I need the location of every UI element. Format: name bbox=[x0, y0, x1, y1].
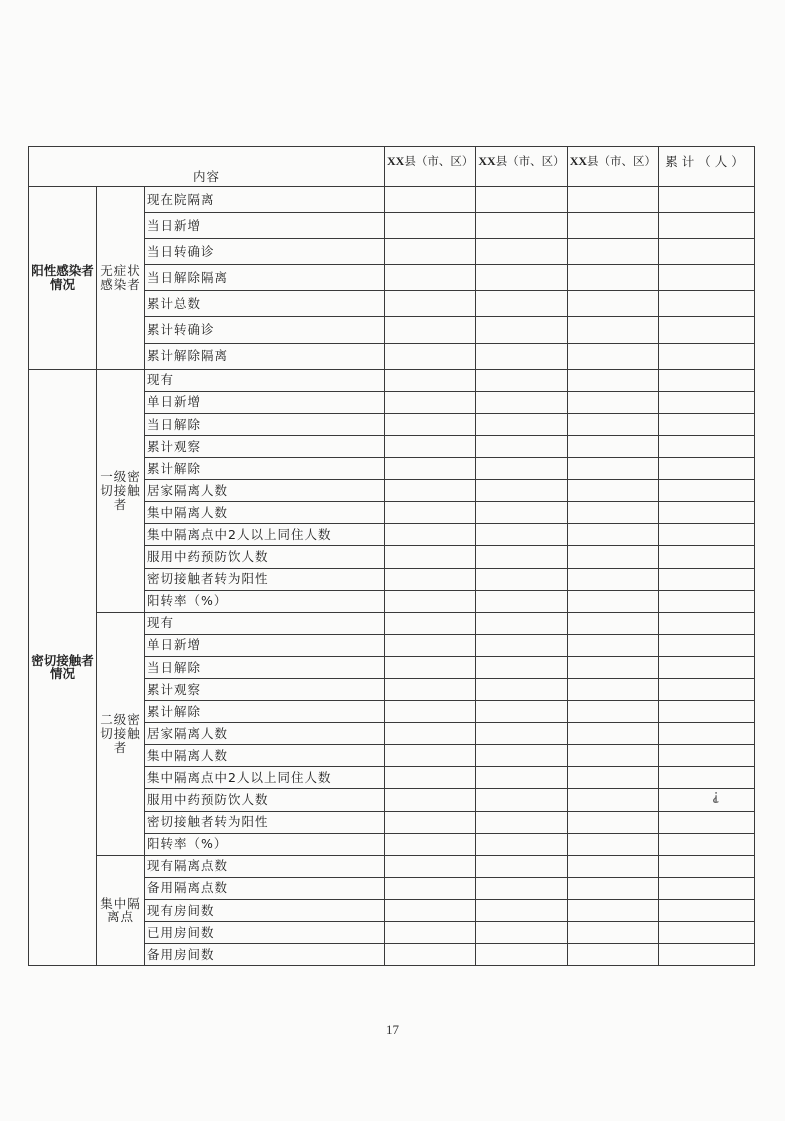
data-cell[interactable] bbox=[385, 678, 476, 700]
data-cell[interactable] bbox=[385, 723, 476, 745]
data-cell[interactable] bbox=[476, 723, 567, 745]
table-row bbox=[29, 855, 755, 877]
row-label: 集中隔离人数 bbox=[145, 745, 385, 767]
data-cell[interactable] bbox=[567, 612, 658, 634]
row-label: 累计总数 bbox=[145, 291, 385, 317]
data-cell[interactable] bbox=[476, 944, 567, 966]
table-row bbox=[29, 369, 755, 391]
row-label: 累计解除 bbox=[145, 701, 385, 723]
row-label: 居家隔离人数 bbox=[145, 723, 385, 745]
data-cell[interactable] bbox=[567, 855, 658, 877]
data-cell[interactable] bbox=[567, 877, 658, 899]
data-cell[interactable] bbox=[659, 391, 755, 413]
data-cell[interactable] bbox=[659, 922, 755, 944]
data-cell[interactable] bbox=[659, 767, 755, 789]
data-cell[interactable] bbox=[476, 502, 567, 524]
data-cell[interactable] bbox=[476, 899, 567, 921]
row-label: 当日解除隔离 bbox=[145, 265, 385, 291]
county-column-header: XX县（市、区） bbox=[385, 147, 476, 187]
data-cell[interactable] bbox=[659, 701, 755, 723]
row-label: 累计解除隔离 bbox=[145, 343, 385, 369]
row-label: 现有 bbox=[145, 612, 385, 634]
data-cell[interactable] bbox=[476, 435, 567, 457]
data-cell[interactable] bbox=[567, 213, 658, 239]
data-cell[interactable] bbox=[385, 922, 476, 944]
data-cell[interactable] bbox=[659, 413, 755, 435]
data-cell[interactable] bbox=[567, 590, 658, 612]
data-cell[interactable] bbox=[659, 944, 755, 966]
data-cell[interactable] bbox=[567, 634, 658, 656]
data-cell[interactable] bbox=[385, 612, 476, 634]
row-label: 现有房间数 bbox=[145, 899, 385, 921]
data-cell[interactable] bbox=[659, 590, 755, 612]
data-cell[interactable] bbox=[476, 922, 567, 944]
group-title: 一级密切接触者 bbox=[97, 369, 145, 612]
data-cell[interactable] bbox=[567, 899, 658, 921]
data-cell[interactable] bbox=[567, 678, 658, 700]
data-cell[interactable] bbox=[385, 265, 476, 291]
data-cell[interactable] bbox=[476, 413, 567, 435]
data-cell[interactable] bbox=[385, 213, 476, 239]
data-cell[interactable] bbox=[476, 291, 567, 317]
data-cell[interactable] bbox=[476, 701, 567, 723]
data-cell[interactable] bbox=[385, 855, 476, 877]
data-cell[interactable] bbox=[659, 187, 755, 213]
row-label: 累计转确诊 bbox=[145, 317, 385, 343]
section-title: 阳性感染者情况 bbox=[29, 187, 97, 370]
data-cell[interactable] bbox=[659, 723, 755, 745]
data-cell[interactable] bbox=[567, 568, 658, 590]
data-cell[interactable] bbox=[385, 877, 476, 899]
row-label: 密切接触者转为阳性 bbox=[145, 568, 385, 590]
row-label: 当日新增 bbox=[145, 213, 385, 239]
data-cell[interactable] bbox=[567, 317, 658, 343]
data-cell[interactable] bbox=[476, 745, 567, 767]
data-cell[interactable] bbox=[476, 317, 567, 343]
data-cell[interactable] bbox=[567, 701, 658, 723]
row-label: 集中隔离人数 bbox=[145, 502, 385, 524]
row-label: 当日转确诊 bbox=[145, 239, 385, 265]
county-column-header: XX县（市、区） bbox=[476, 147, 567, 187]
data-cell[interactable] bbox=[476, 524, 567, 546]
data-cell[interactable] bbox=[567, 480, 658, 502]
row-label: 居家隔离人数 bbox=[145, 480, 385, 502]
statistics-table bbox=[28, 146, 755, 966]
data-cell[interactable] bbox=[567, 767, 658, 789]
row-label: 备用房间数 bbox=[145, 944, 385, 966]
row-label: 当日解除 bbox=[145, 656, 385, 678]
data-cell[interactable] bbox=[659, 877, 755, 899]
data-cell[interactable] bbox=[659, 656, 755, 678]
row-label: 现有隔离点数 bbox=[145, 855, 385, 877]
data-cell[interactable] bbox=[567, 435, 658, 457]
row-label: 累计观察 bbox=[145, 678, 385, 700]
data-cell[interactable] bbox=[385, 524, 476, 546]
data-cell[interactable] bbox=[476, 343, 567, 369]
data-cell[interactable] bbox=[476, 634, 567, 656]
section-title: 密切接触者情况 bbox=[29, 369, 97, 966]
group-title: 无症状感染者 bbox=[97, 187, 145, 370]
data-cell[interactable] bbox=[385, 833, 476, 855]
data-cell[interactable] bbox=[659, 343, 755, 369]
data-cell[interactable] bbox=[659, 568, 755, 590]
content-column-header: 内容 bbox=[29, 147, 385, 187]
data-cell[interactable] bbox=[476, 612, 567, 634]
data-cell[interactable] bbox=[567, 656, 658, 678]
total-column-header: 累计（人） bbox=[659, 147, 755, 187]
data-cell[interactable] bbox=[659, 634, 755, 656]
data-cell[interactable] bbox=[385, 458, 476, 480]
data-cell[interactable] bbox=[385, 435, 476, 457]
data-cell[interactable] bbox=[659, 317, 755, 343]
row-label: 集中隔离点中2人以上同住人数 bbox=[145, 767, 385, 789]
data-cell[interactable] bbox=[567, 811, 658, 833]
data-cell[interactable] bbox=[385, 317, 476, 343]
data-cell[interactable] bbox=[659, 265, 755, 291]
data-cell[interactable] bbox=[385, 701, 476, 723]
data-cell[interactable] bbox=[476, 391, 567, 413]
data-cell[interactable] bbox=[659, 899, 755, 921]
header-row bbox=[29, 147, 755, 187]
data-cell[interactable] bbox=[659, 833, 755, 855]
data-cell[interactable] bbox=[385, 413, 476, 435]
data-cell[interactable] bbox=[659, 678, 755, 700]
data-cell[interactable] bbox=[385, 745, 476, 767]
data-cell[interactable] bbox=[476, 833, 567, 855]
data-cell[interactable] bbox=[567, 789, 658, 811]
data-cell[interactable] bbox=[476, 480, 567, 502]
data-cell[interactable] bbox=[567, 502, 658, 524]
data-cell[interactable] bbox=[385, 590, 476, 612]
data-cell[interactable] bbox=[385, 391, 476, 413]
data-cell[interactable] bbox=[659, 546, 755, 568]
row-label: 单日新增 bbox=[145, 391, 385, 413]
row-label: 阳转率（%） bbox=[145, 833, 385, 855]
data-cell[interactable] bbox=[567, 524, 658, 546]
row-label: 备用隔离点数 bbox=[145, 877, 385, 899]
data-cell[interactable] bbox=[567, 265, 658, 291]
data-cell[interactable] bbox=[385, 634, 476, 656]
data-cell[interactable] bbox=[567, 922, 658, 944]
row-label: 密切接触者转为阳性 bbox=[145, 811, 385, 833]
data-cell[interactable] bbox=[567, 546, 658, 568]
row-label: 集中隔离点中2人以上同住人数 bbox=[145, 524, 385, 546]
data-cell[interactable] bbox=[385, 546, 476, 568]
data-cell[interactable] bbox=[659, 239, 755, 265]
data-cell[interactable] bbox=[476, 546, 567, 568]
data-cell[interactable] bbox=[659, 480, 755, 502]
data-cell[interactable] bbox=[476, 590, 567, 612]
data-cell[interactable] bbox=[385, 811, 476, 833]
data-cell[interactable] bbox=[385, 239, 476, 265]
row-label: 阳转率（%） bbox=[145, 590, 385, 612]
data-cell[interactable] bbox=[567, 413, 658, 435]
data-cell[interactable] bbox=[567, 187, 658, 213]
data-cell[interactable] bbox=[567, 291, 658, 317]
data-cell[interactable] bbox=[659, 789, 755, 811]
data-cell[interactable] bbox=[567, 723, 658, 745]
county-column-header: XX县（市、区） bbox=[567, 147, 658, 187]
data-cell[interactable] bbox=[567, 833, 658, 855]
data-cell[interactable] bbox=[567, 343, 658, 369]
data-cell[interactable] bbox=[567, 391, 658, 413]
data-cell[interactable] bbox=[567, 745, 658, 767]
data-cell[interactable] bbox=[476, 877, 567, 899]
data-cell[interactable] bbox=[385, 291, 476, 317]
data-cell[interactable] bbox=[476, 265, 567, 291]
data-cell[interactable] bbox=[476, 855, 567, 877]
row-label: 已用房间数 bbox=[145, 922, 385, 944]
table-row bbox=[29, 612, 755, 634]
table-row bbox=[29, 187, 755, 213]
data-cell[interactable] bbox=[659, 612, 755, 634]
data-cell[interactable] bbox=[476, 213, 567, 239]
data-cell[interactable] bbox=[567, 458, 658, 480]
data-cell[interactable] bbox=[385, 369, 476, 391]
data-cell[interactable] bbox=[385, 656, 476, 678]
data-cell[interactable] bbox=[567, 369, 658, 391]
data-cell[interactable] bbox=[476, 678, 567, 700]
group-title: 集中隔离点 bbox=[97, 855, 145, 965]
data-cell[interactable] bbox=[567, 944, 658, 966]
data-cell[interactable] bbox=[659, 291, 755, 317]
data-cell[interactable] bbox=[659, 811, 755, 833]
data-cell[interactable] bbox=[476, 568, 567, 590]
data-cell[interactable] bbox=[659, 458, 755, 480]
data-cell[interactable] bbox=[659, 213, 755, 239]
data-cell[interactable] bbox=[385, 767, 476, 789]
row-label: 累计解除 bbox=[145, 458, 385, 480]
data-cell[interactable] bbox=[659, 524, 755, 546]
data-cell[interactable] bbox=[476, 239, 567, 265]
data-cell[interactable] bbox=[385, 343, 476, 369]
data-cell[interactable] bbox=[385, 789, 476, 811]
data-cell[interactable] bbox=[385, 480, 476, 502]
data-cell[interactable] bbox=[659, 745, 755, 767]
data-cell[interactable] bbox=[385, 944, 476, 966]
data-cell[interactable] bbox=[659, 369, 755, 391]
page-number: 17 bbox=[386, 1022, 399, 1037]
data-cell[interactable] bbox=[659, 855, 755, 877]
data-cell[interactable] bbox=[476, 369, 567, 391]
data-cell[interactable] bbox=[659, 502, 755, 524]
handwritten-mark: ⸘ bbox=[712, 788, 720, 804]
row-label: 现在院隔离 bbox=[145, 187, 385, 213]
data-cell[interactable] bbox=[476, 811, 567, 833]
row-label: 服用中药预防饮人数 bbox=[145, 789, 385, 811]
data-cell[interactable] bbox=[476, 458, 567, 480]
row-label: 单日新增 bbox=[145, 634, 385, 656]
row-label: 服用中药预防饮人数 bbox=[145, 546, 385, 568]
data-cell[interactable] bbox=[476, 187, 567, 213]
data-cell[interactable] bbox=[385, 187, 476, 213]
data-cell[interactable] bbox=[476, 789, 567, 811]
data-cell[interactable] bbox=[385, 899, 476, 921]
row-label: 当日解除 bbox=[145, 413, 385, 435]
data-cell[interactable] bbox=[385, 502, 476, 524]
row-label: 现有 bbox=[145, 369, 385, 391]
data-cell[interactable] bbox=[476, 656, 567, 678]
row-label: 累计观察 bbox=[145, 435, 385, 457]
data-cell[interactable] bbox=[659, 435, 755, 457]
data-cell[interactable] bbox=[476, 767, 567, 789]
data-cell[interactable] bbox=[567, 239, 658, 265]
data-cell[interactable] bbox=[385, 568, 476, 590]
group-title: 二级密切接触者 bbox=[97, 612, 145, 855]
